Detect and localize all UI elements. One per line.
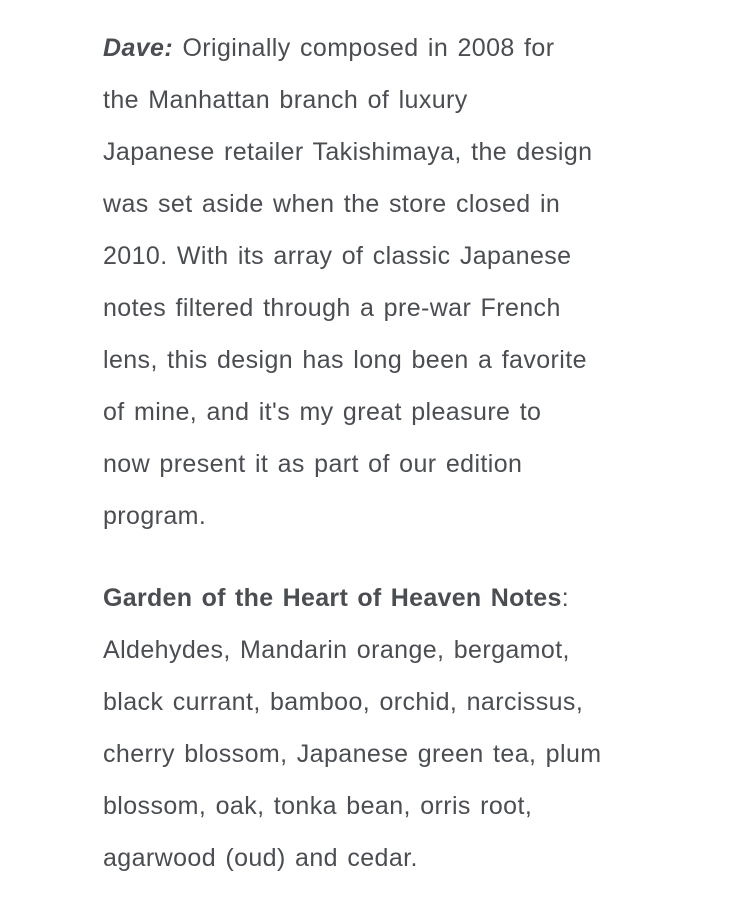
- dave-paragraph: [103, 22, 650, 542]
- text-line: 2010. With its array of classic Japanese: [103, 242, 572, 270]
- text-line: notes filtered through a pre-war French: [103, 294, 561, 322]
- text-line: [103, 22, 650, 74]
- text-line: Aldehydes, Mandarin orange, bergamot,: [103, 636, 570, 664]
- notes-heading-line: [103, 572, 650, 624]
- text-line: program.: [103, 502, 207, 530]
- notes-heading-label: Garden of the Heart of Heaven Notes: [103, 584, 562, 612]
- text-line: black currant, bamboo, orchid, narcissus,: [103, 688, 584, 716]
- dave-lead-label: Dave:: [103, 34, 174, 62]
- text-line: cherry blossom, Japanese green tea, plum: [103, 740, 602, 768]
- text-line-rest: Originally composed in 2008 for: [173, 34, 555, 62]
- text-line: was set aside when the store closed in: [103, 190, 561, 218]
- text-line: Japanese retailer Takishimaya, the design: [103, 138, 593, 166]
- text-line: blossom, oak, tonka bean, orris root,: [103, 792, 533, 820]
- text-line: the Manhattan branch of luxury: [103, 86, 468, 114]
- text-line: of mine, and it's my great pleasure to: [103, 398, 542, 426]
- text-line: now present it as part of our edition: [103, 450, 523, 478]
- notes-heading-colon: :: [561, 584, 570, 612]
- notes-paragraph: [103, 572, 650, 884]
- text-line: agarwood (oud) and cedar.: [103, 844, 418, 872]
- text-line: lens, this design has long been a favorite: [103, 346, 587, 374]
